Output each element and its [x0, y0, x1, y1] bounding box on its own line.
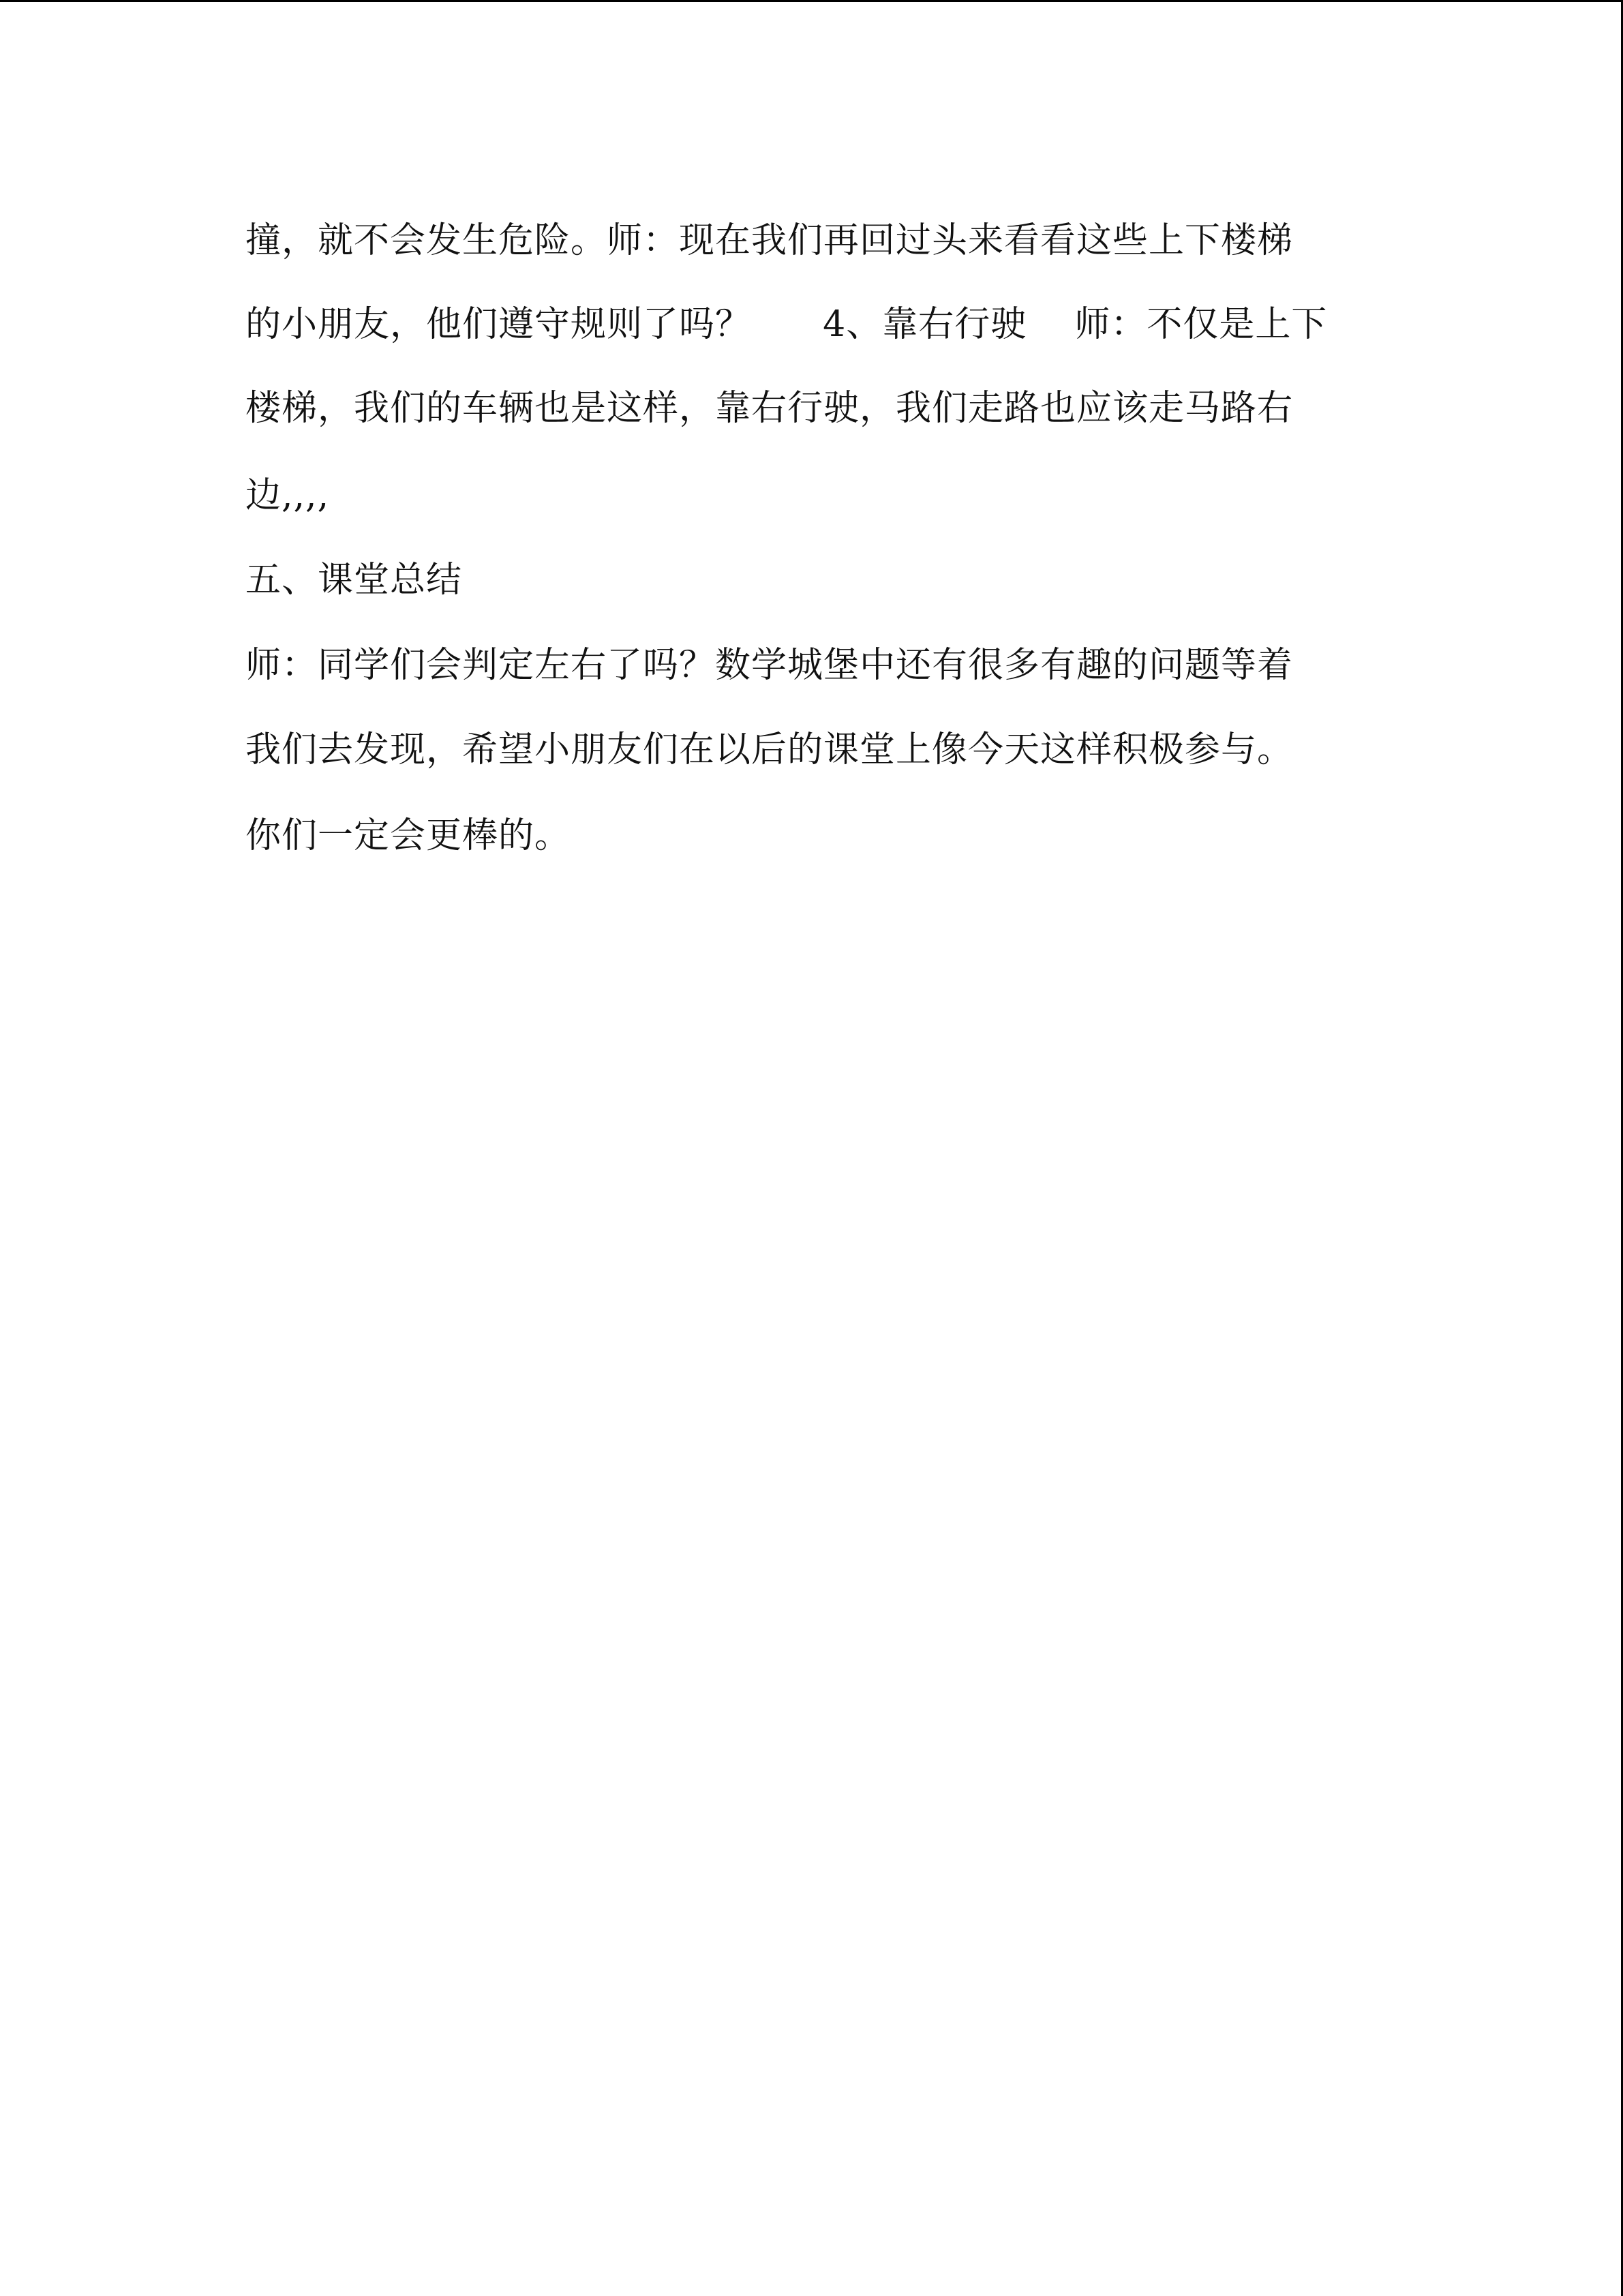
paragraph-line: 边,,,, — [245, 475, 330, 516]
paragraph-line: 撞，就不会发生危险。师：现在我们再回过头来看看这些上下楼梯 — [245, 220, 1294, 261]
paragraph-line: 的小朋友，他们遵守规则了吗？ 4、靠右行驶 师：不仅是上下 — [245, 304, 1328, 345]
paragraph-line: 楼梯，我们的车辆也是这样，靠右行驶，我们走路也应该走马路右 — [245, 388, 1294, 429]
paragraph-line: 我们去发现，希望小朋友们在以后的课堂上像今天这样积极参与。 — [245, 729, 1294, 770]
section-heading: 五、课堂总结 — [245, 560, 463, 601]
paragraph-line: 师：同学们会判定左右了吗？数学城堡中还有很多有趣的问题等着 — [245, 645, 1294, 686]
paragraph-line: 你们一定会更棒的。 — [245, 815, 571, 856]
